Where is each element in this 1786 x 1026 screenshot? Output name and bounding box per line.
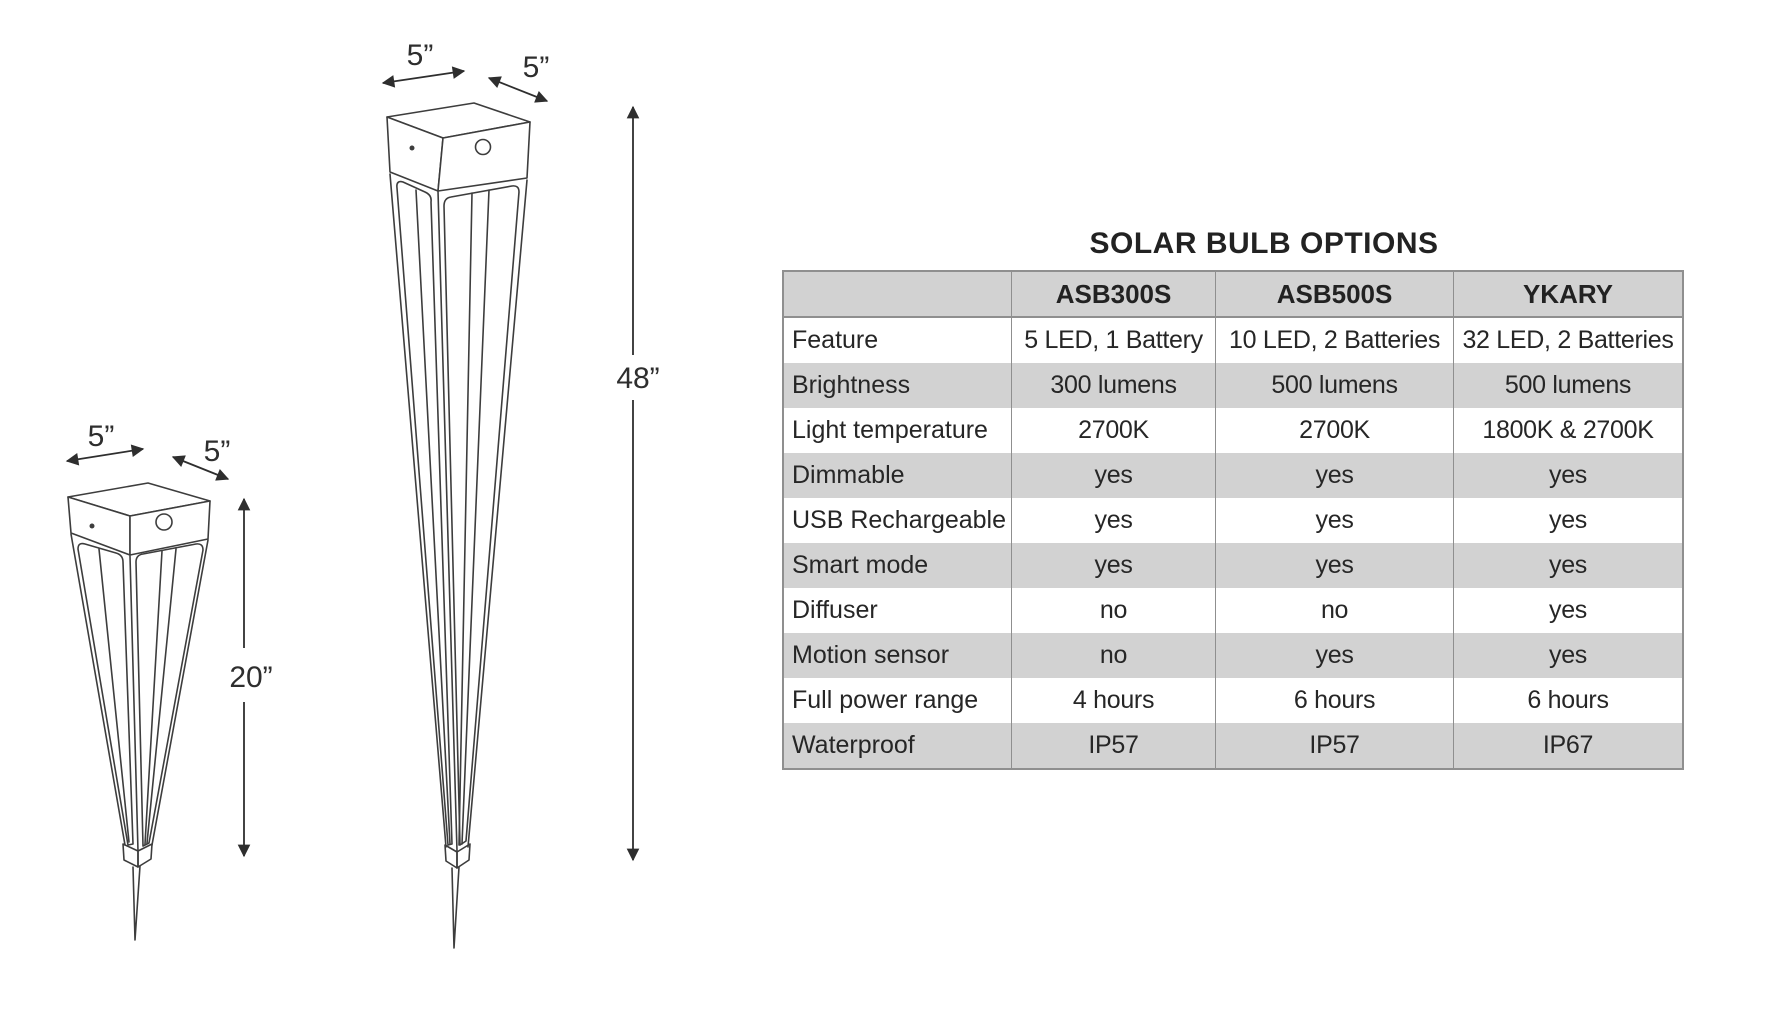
cell-value: 6 hours xyxy=(1453,678,1682,723)
cell-value: 500 lumens xyxy=(1453,363,1682,408)
dim-small-depth xyxy=(173,435,230,479)
dim-large-width xyxy=(383,39,464,83)
cell-value: 10 LED, 2 Batteries xyxy=(1215,318,1453,363)
cell-value: yes xyxy=(1215,453,1453,498)
cell-value: 32 LED, 2 Batteries xyxy=(1453,318,1682,363)
table-row xyxy=(784,543,1682,588)
cell-value: 500 lumens xyxy=(1215,363,1453,408)
cell-value: yes xyxy=(1453,498,1682,543)
table-row xyxy=(784,408,1682,453)
dim-large-height-label: 48” xyxy=(616,362,660,395)
table-row xyxy=(784,588,1682,633)
table-row xyxy=(784,318,1682,363)
dim-small-height-label: 20” xyxy=(229,661,273,694)
cell-value: 6 hours xyxy=(1215,678,1453,723)
cell-value: yes xyxy=(1453,543,1682,588)
row-label: Diffuser xyxy=(792,596,878,624)
ground-spike xyxy=(133,866,140,940)
cell-value: yes xyxy=(1215,498,1453,543)
cell-value: yes xyxy=(1011,543,1215,588)
cell-value: yes xyxy=(1453,588,1682,633)
row-label: Light temperature xyxy=(792,416,988,444)
cell-value: IP67 xyxy=(1453,723,1682,768)
row-label: Waterproof xyxy=(792,731,915,759)
cell-value: IP57 xyxy=(1011,723,1215,768)
large-torch xyxy=(387,103,530,948)
cell-value: yes xyxy=(1215,543,1453,588)
cell-value: 2700K xyxy=(1011,408,1215,453)
row-label: Dimmable xyxy=(792,461,905,489)
cell-value: no xyxy=(1011,588,1215,633)
ground-spike xyxy=(452,867,459,948)
dim-small-width xyxy=(67,420,143,461)
cell-value: yes xyxy=(1011,453,1215,498)
product-diagram xyxy=(0,0,700,1026)
cell-value: yes xyxy=(1453,633,1682,678)
cell-value: no xyxy=(1215,588,1453,633)
table-row xyxy=(784,498,1682,543)
row-label: Smart mode xyxy=(792,551,929,579)
table-row xyxy=(784,633,1682,678)
header-asb300s: ASB300S xyxy=(1011,272,1215,316)
table-row xyxy=(784,363,1682,408)
torch-body xyxy=(390,174,527,851)
table-row xyxy=(784,453,1682,498)
table-row xyxy=(784,723,1682,768)
cell-value: 2700K xyxy=(1215,408,1453,453)
table-header-row xyxy=(784,272,1682,318)
torch-body xyxy=(71,534,208,851)
cell-value: 5 LED, 1 Battery xyxy=(1011,318,1215,363)
sensor-dot xyxy=(410,146,415,151)
dim-large-depth xyxy=(489,51,549,101)
header-blank-cell xyxy=(784,272,1011,316)
row-label: Motion sensor xyxy=(792,641,950,669)
table-title: SOLAR BULB OPTIONS xyxy=(1089,227,1439,260)
cell-value: yes xyxy=(1011,498,1215,543)
header-ykary: YKARY xyxy=(1453,272,1682,316)
row-label: Full power range xyxy=(792,686,979,714)
cell-value: IP57 xyxy=(1215,723,1453,768)
row-label: USB Rechargeable xyxy=(792,506,1007,534)
cell-value: no xyxy=(1011,633,1215,678)
table-row xyxy=(784,678,1682,723)
cell-value: yes xyxy=(1453,453,1682,498)
dim-small-depth-label: 5” xyxy=(203,435,231,468)
row-label: Brightness xyxy=(792,371,911,399)
cell-value: 1800K & 2700K xyxy=(1453,408,1682,453)
dim-large-depth-label: 5” xyxy=(522,51,550,84)
cell-value: 4 hours xyxy=(1011,678,1215,723)
dim-large-height xyxy=(616,107,659,860)
sensor-dot xyxy=(90,524,95,529)
row-label: Feature xyxy=(792,326,879,354)
cell-value: 300 lumens xyxy=(1011,363,1215,408)
table-body xyxy=(784,318,1682,768)
dim-small-width-label: 5” xyxy=(87,420,115,453)
solar-bulb-options-table xyxy=(782,270,1684,770)
header-asb500s: ASB500S xyxy=(1215,272,1453,316)
small-torch xyxy=(68,483,210,940)
cell-value: yes xyxy=(1215,633,1453,678)
dim-large-width-label: 5” xyxy=(406,39,434,72)
dim-small-height xyxy=(229,499,272,856)
